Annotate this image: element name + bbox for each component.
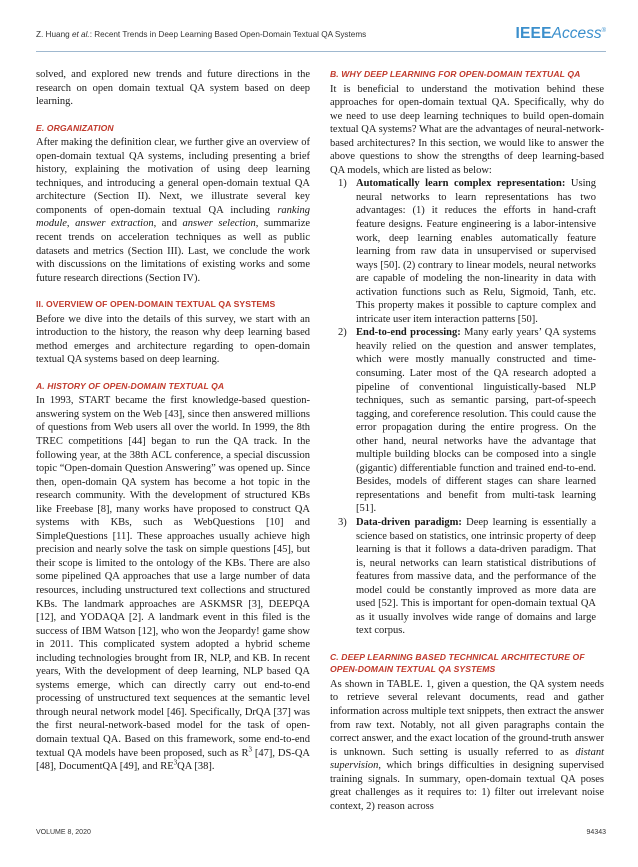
ieee-access-logo: IEEEAccess® <box>515 25 606 42</box>
left-column <box>36 68 310 774</box>
section-c-heading: C. DEEP LEARNING BASED TECHNICAL ARCHITECTURE OF OPEN-DOMAIN TEXTUAL QA SYSTEMS <box>330 651 585 675</box>
section-b-heading: B. WHY DEEP LEARNING FOR OPEN-DOMAIN TEXTUAL QA <box>330 69 581 79</box>
section-ii-heading: II. OVERVIEW OF OPEN-DOMAIN TEXTUAL QA SYSTEMS <box>36 299 276 310</box>
list-item: 1) Automatically learn complex representation: Using neural networks to learn representations has two advantages: (1) it reduces the efforts in hand-craft feature designs. Feature engineering is a labor-intensive work, deep learning enables automatically feature learning from raw data in unsupervised or supervised ways [50]. (2) contrary to linear models, neural networks are capable of modeling the non-linearity in data with activation functions such as Relu, Sigmoid, Tanh, etc. This property makes it possible to capture complex and intricate user item interaction patterns [50]. <box>338 178 596 325</box>
section-c-paragraph: As shown in TABLE. 1, given a question, the QA system needs to retrieve several relevant documents, read and gather information across multiple text snippets, then extract the answer from raw text. Notably, not all given paragraphs contain the correct answer, and the exact location of the ground-truth answer is unknown. Such setting is usually referred to as distant supervision, which brings difficulties in designing supervised training signals. In summary, open-domain textual QA poses great challenges as it requires to: 1) filter out irrelevant noise context, 2) reason across <box>330 678 604 812</box>
intro-tail-paragraph: solved, and explored new trends and future directions in the research on open domain textual QA system based on deep learning. <box>36 69 310 108</box>
running-title: Z. Huang et al.: Recent Trends in Deep Learning Based Open-Domain Textual QA Systems <box>36 30 367 39</box>
section-a-heading: A. HISTORY OF OPEN-DOMAIN TEXTUAL QA <box>36 380 225 391</box>
section-a-paragraph: In 1993, START became the first knowledge-based question-answering system on the Web [43], since then answered millions of questions from Web users all over the world. In 1999, the 8th TREC competitions [44] began to run the QA track. In the following year, at the 38th ACL conference, a special discussion topic “Open-domain Question Answering” was opened up. Since then, open-domain QA system has become a hot topic in the research community. With the development of structured KBs like Freebase [8], many works have proposed to construct QA systems with KBs, such as WebQuestions [10] and SimpleQuestions [11]. These approaches usually achieve high precision and nearly solve the task on simple questions [45], but their scope is limited to the ontology of the KBs. There are also some pipelined QA approaches that use a large number of data resources, including unstructured text collections and structured KBs. The landmark approaches are ASKMSR [3], DEEPQA [12], and YODAQA [2]. A landmark event in this filed is the success of IBM Watson [12], who won the Jeopardy! game show in 2011. This complicated system adopted a hybrid scheme including technologies brought from IR, NLP, and KB. In recent years, With the development of deep learning, NLP based QA systems emerge, which can directly carry out end-to-end processing of unstructured text sequences at the semantic level through neural network model [46]. Specifically, DrQA [37] was the first neural-network-based model for the task of open-domain textual QA. Based on this framework, some end-to-end textual QA models have been proposed, such as $R^3$ [47], DS-QA [48], DocumentQA [49], and $RE^3QA$ [38]. <box>36 395 310 773</box>
advantages-list <box>330 177 604 638</box>
header-divider <box>36 51 606 52</box>
volume-label: VOLUME 8, 2020 <box>36 829 91 836</box>
right-column <box>330 68 604 813</box>
section-e-heading: E. ORGANIZATION <box>36 122 114 133</box>
section-ii-paragraph: Before we dive into the details of this survey, we start with an introduction to the history, the reason why deep learning based method emerges and architecture regarding to open-domain textual QA systems based on deep learning. <box>36 313 310 366</box>
section-e-paragraph: After making the definition clear, we further give an overview of open-domain textual QA systems, including presenting a brief history, explaining the motivation of using deep learning techniques, and introducing a general open-domain textual QA architecture (Section II). Next, we illustrate several key components of open-domain textual QA including ranking module, answer extraction, and answer selection, summarize recent trends on acceleration techniques as well as public datasets and metrics (Section III). Last, we conclude the work with discussions on the limitations of existing works and some future research directions (Section IV). <box>36 137 311 284</box>
section-b-paragraph: It is beneficial to understand the motivation behind these approaches for open-domain textual QA. Specifically, why do we need to use deep learning techniques to build open-domain textual QA systems? What are the advantages of neural-network-based architectures? In this section, we would like to answer the above questions to show the strengths of deep learning-based QA models, which are listed as below: <box>330 83 604 176</box>
list-item: 2) End-to-end processing: Many early years’ QA systems heavily relied on the question and answer templates, which were mostly manually constructed and time-consuming. Later most of the QA research adopted a pipeline of conventional linguistically-based NLP techniques, such as semantic parsing, part-of-speech tagging, and coreference resolution. This could cause the error propagation during the entire progress. On the other hand, neural networks have the advantage that multiple building blocks can be composed into a single (gigantic) differentiable function and trained end-to-end. Besides, models of different stages can share learned representations and benefit from multi-task learning [51]. <box>338 327 596 515</box>
list-item: 3) Data-driven paradigm: Deep learning is essentially a science based on statistics, one intrinsic property of deep learning is that it follows a data-driven paradigm. That is, neural networks can learn statistical distributions of features from massive data, and the performance of the model could be constantly improved as more data are used [52]. This is important for open-domain textual QA as it usually involves wide range of domains and large text corpus. <box>338 517 596 637</box>
page-number: 94343 <box>586 829 606 836</box>
running-head <box>36 27 606 49</box>
page-footer <box>36 829 606 841</box>
